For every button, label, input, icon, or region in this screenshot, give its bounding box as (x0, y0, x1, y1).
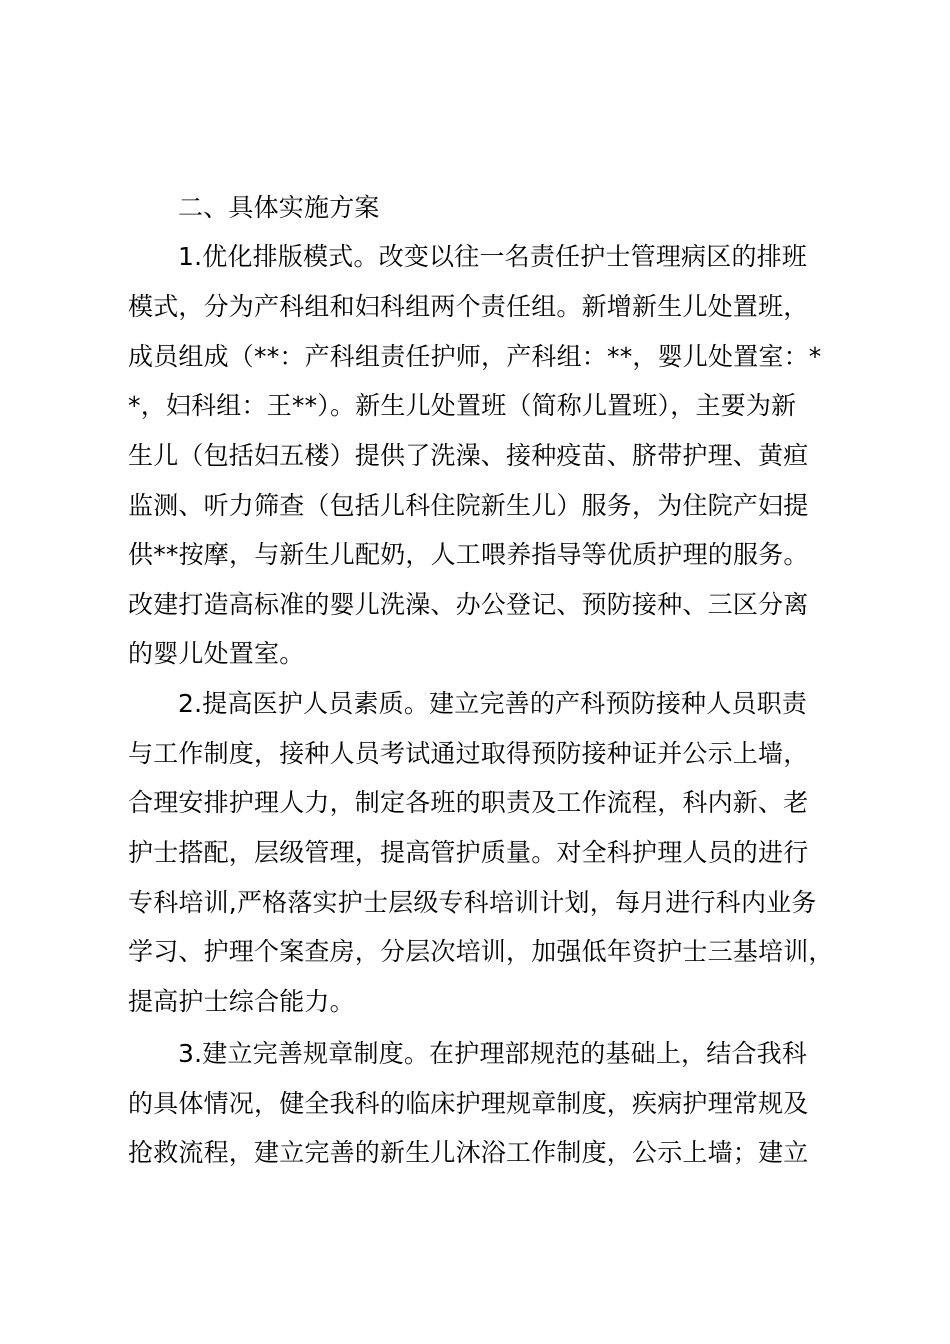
section-heading: 二、具体实施方案 (178, 193, 380, 222)
paragraph1-line-5: 生儿（包括妇五楼）提供了洗澡、接种疫苗、脐带护理、黄疸 (128, 441, 809, 470)
paragraph3-line-3: 抢救流程，建立完善的新生儿沐浴工作制度，公示上墙；建立 (128, 1138, 809, 1167)
paragraph1-line-3: 成员组成（**：产科组责任护师，产科组：**，婴儿处置室：* (128, 342, 822, 371)
paragraph3-line-2: 的具体情况，健全我科的临床护理规章制度，疾病护理常规及 (128, 1089, 809, 1118)
paragraph1-line-9: 的婴儿处置室。 (128, 639, 305, 668)
paragraph2-line-6: 学习、护理个案查房，分层次培训，加强低年资护士三基培训， (128, 937, 834, 966)
paragraph2-line-4: 护士搭配，层级管理，提高管护质量。对全科护理人员的进行 (128, 838, 809, 867)
paragraph1-line-4: *，妇科组：王**）。新生儿处置班（简称儿置班），主要为新 (128, 391, 797, 420)
paragraph1-line-7: 供**按摩，与新生儿配奶，人工喂养指导等优质护理的服务。 (128, 540, 809, 569)
paragraph2-line-1: 2.提高医护人员素质。建立完善的产科预防接种人员职责 (178, 689, 808, 718)
paragraph2-line-3: 合理安排护理人力，制定各班的职责及工作流程，科内新、老 (128, 788, 809, 817)
paragraph2-line-5: 专科培训,严格落实护士层级专科培训计划，每月进行科内业务 (128, 888, 817, 917)
paragraph1-line-1: 1.优化排版模式。改变以往一名责任护士管理病区的排班 (178, 242, 808, 271)
paragraph3-line-1: 3.建立完善规章制度。在护理部规范的基础上，结合我科 (178, 1039, 808, 1068)
paragraph2-line-7: 提高护士综合能力。 (128, 987, 355, 1016)
paragraph2-line-2: 与工作制度，接种人员考试通过取得预防接种证并公示上墙， (128, 739, 809, 768)
paragraph1-line-2: 模式，分为产科组和妇科组两个责任组。新增新生儿处置班， (128, 292, 809, 321)
paragraph1-line-8: 改建打造高标准的婴儿洗澡、办公登记、预防接种、三区分离 (128, 590, 809, 619)
paragraph1-line-6: 监测、听力筛查（包括儿科住院新生儿）服务，为住院产妇提 (128, 491, 809, 520)
